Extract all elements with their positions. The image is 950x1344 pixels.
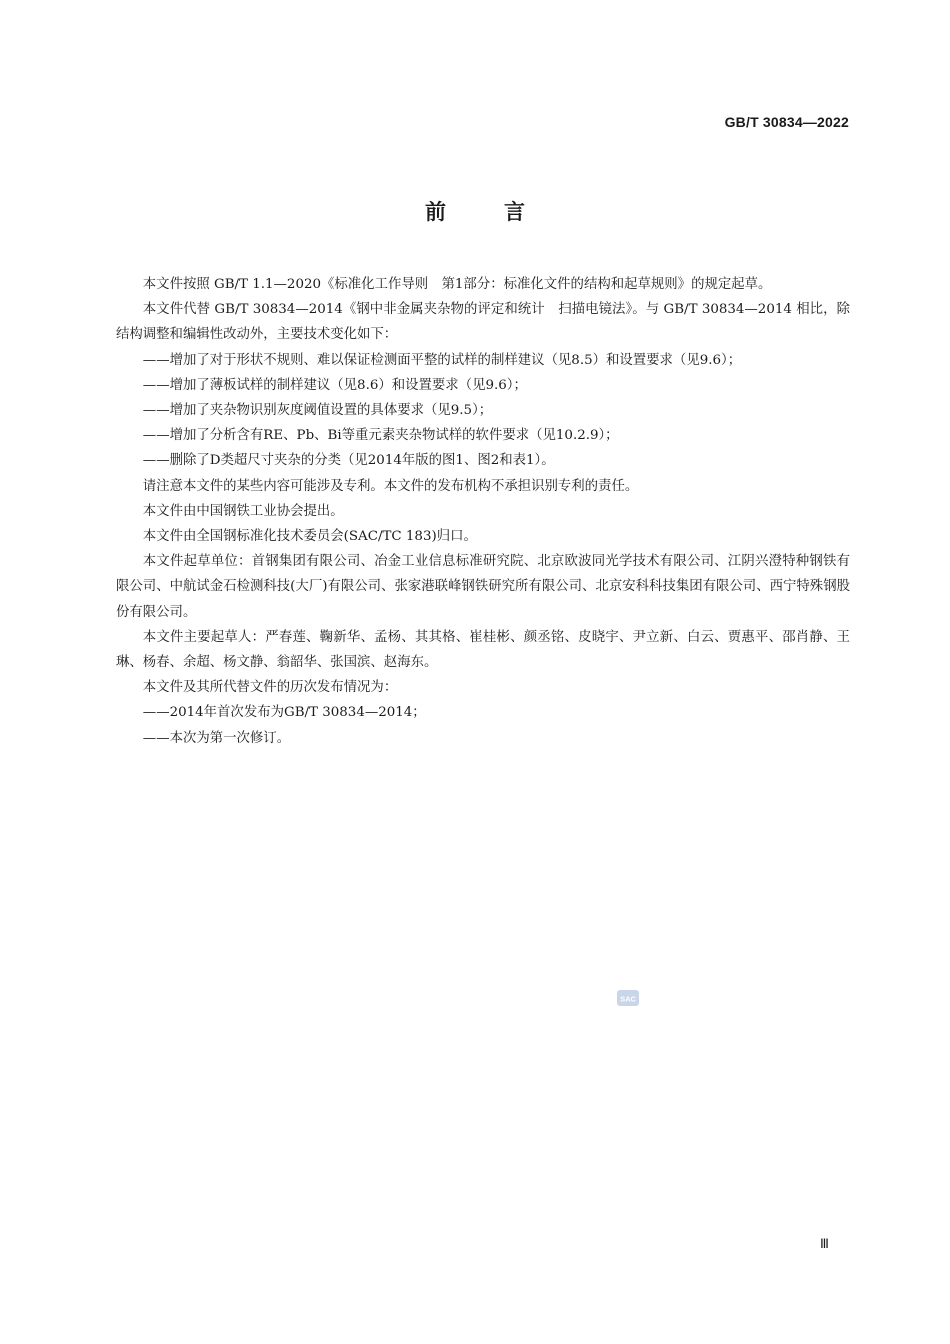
history-item: ——本次为第一次修订。 xyxy=(142,730,291,746)
history-item: ——2014年首次发布为GB/T 30834—2014； xyxy=(142,705,426,721)
standard-number: GB/T 30834—2022 xyxy=(724,114,849,130)
title-char-1: 前 xyxy=(425,200,446,224)
paragraph-patent-notice: 请注意本文件的某些内容可能涉及专利。本文件的发布机构不承担识别专利的责任。 xyxy=(142,478,639,494)
change-item: ——增加了夹杂物识别灰度阈值设置的具体要求（见9.5）； xyxy=(142,403,493,419)
foreword-body xyxy=(116,272,850,751)
watermark-text: SAC xyxy=(620,994,636,1004)
change-item: ——增加了分析含有RE、Pb、Bi等重元素夹杂物试样的软件要求（见10.2.9）； xyxy=(142,428,619,444)
paragraph-drafting-rules: 本文件按照 GB/T 1.1—2020《标准化工作导则 第1部分：标准化文件的结构和起草规则》的规定起草。 xyxy=(142,277,772,292)
change-item: ——增加了对于形状不规则、难以保证检测面平整的试样的制样建议（见8.5）和设置要求（见9.6）； xyxy=(142,352,742,368)
section-title xyxy=(0,196,950,226)
paragraph-centralized-by: 本文件由全国钢标准化技术委员会(SAC/TC 183)归口。 xyxy=(142,529,477,545)
paragraph-history-intro: 本文件及其所代替文件的历次发布情况为： xyxy=(142,680,398,696)
title-char-2: 言 xyxy=(504,200,525,224)
page-number: Ⅲ xyxy=(820,1236,829,1251)
paragraph-drafters: 本文件主要起草人：严春莲、鞠新华、孟杨、其其格、崔桂彬、颜丞铭、皮晓宇、尹立新、白云、贾惠平、邵肖静、王琳、杨春、余超、杨文静、翁韶华、张国滨、赵海东。 xyxy=(116,629,850,671)
paragraph-replaces: 本文件代替 GB/T 30834—2014《钢中非金属夹杂物的评定和统计 扫描电镜法》。与 GB/T 30834—2014 相比，除结构调整和编辑性改动外，主要技术变化如下： xyxy=(116,302,850,343)
paragraph-proposed-by: 本文件由中国钢铁工业协会提出。 xyxy=(142,503,344,519)
sac-watermark-logo xyxy=(616,988,640,1008)
change-item: ——增加了薄板试样的制样建议（见8.6）和设置要求（见9.6）； xyxy=(142,377,527,393)
paragraph-drafting-units: 本文件起草单位：首钢集团有限公司、冶金工业信息标准研究院、北京欧波同光学技术有限公司、江阴兴澄特种钢铁有限公司、中航试金石检测科技(大厂)有限公司、张家港联峰钢铁研究所有限公司、北京安科科技集团有限公司、西宁特殊钢股份有限公司。 xyxy=(116,554,850,620)
change-item: ——删除了D类超尺寸夹杂的分类（见2014年版的图1、图2和表1）。 xyxy=(142,453,555,469)
